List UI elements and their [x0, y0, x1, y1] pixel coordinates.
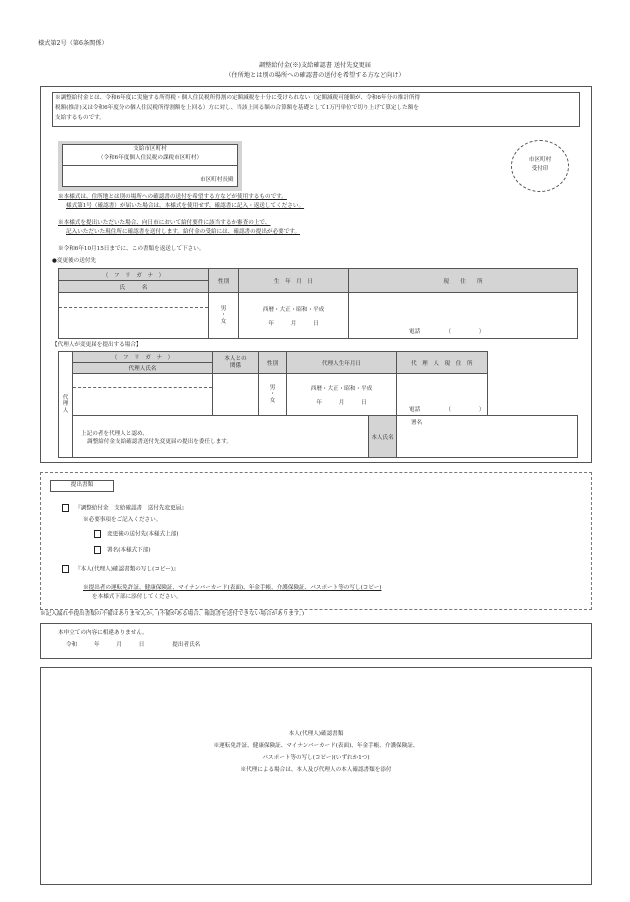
attach-line-1: 本人(代理人)確認書類: [288, 731, 344, 737]
agent-gender-header: 性別: [259, 352, 287, 374]
agent-birthdate-field[interactable]: [287, 374, 397, 416]
agent-birthdate-header: 代理人生年月日: [287, 352, 397, 374]
doc-item-2: [62, 565, 179, 574]
ymd-label: 年 月 日: [268, 320, 319, 327]
doc-sub-2-checkbox[interactable]: [94, 546, 101, 554]
doc-item-2-note-2: を本様式下部に添付してください。: [92, 594, 182, 600]
doc-item-2-label: 『本人(代理人)確認書類の写し(コピー)』: [75, 566, 179, 573]
section2-heading: 【代理人が変更届を提出する場合】: [52, 342, 142, 348]
agent-table: [58, 351, 578, 458]
agent-furigana-field[interactable]: [73, 374, 212, 388]
doc-item-1-sub-2: [94, 546, 151, 555]
addressee-line-1: 支給市区町村: [133, 146, 167, 152]
birthdate-field[interactable]: [239, 293, 349, 339]
agent-era-options: 西暦・大正・昭和・平成: [310, 385, 373, 392]
agent-address-header: 代 理 人 現 住 所: [397, 352, 487, 374]
gender-field[interactable]: 男 ・ 女: [209, 293, 239, 339]
agent-phone-label: 電話 （ ）: [409, 407, 485, 413]
note-1: ※本様式は、住所地とは別の場所への確認書の送付を希望する方などが使用するものです。: [58, 194, 287, 200]
birthdate-header: 生 年 月 日: [239, 269, 349, 293]
principal-name-header: 本人氏名: [369, 416, 397, 458]
documents-label: 提出書類: [70, 482, 94, 488]
doc-item-1-sub-1: [94, 530, 179, 539]
doc-sub-1-label: 変更後の送付先(本様式上部): [107, 531, 179, 538]
note-3: ※本様式を提出いただいた場合、向日市において給付要件に該当するか審査の上で、: [58, 220, 271, 226]
declaration-line-2[interactable]: 令和 年 月 日 提出者氏名: [66, 642, 201, 648]
doc-item-1-note: ※必要事項をご記入ください。: [83, 517, 162, 523]
attach-line-4: ※代理による場合は、本人及び代理人の本人確認書類を添付: [240, 767, 392, 773]
stamp-line-1: 市区町村: [528, 157, 552, 163]
note-5: ※令和6年10月15日までに、この書類を返送して下さい。: [58, 246, 205, 252]
declaration-line-1: 本申立ての内容に相違ありません。: [58, 630, 148, 636]
attach-line-2: ※運転免許証、健康保険証、マイナンバーカード(表面)、年金手帳、介護保険証、: [213, 743, 419, 749]
note-4: 記入いただいた現住所に確認書を送付します。給付金の受給には、確認書の提出が必要です。: [66, 229, 301, 235]
relation-field[interactable]: [213, 374, 259, 416]
attach-line-3: パスポート等の写し(コピー)(いずれか1つ): [262, 755, 370, 761]
id-attachment-area[interactable]: [40, 667, 592, 885]
agent-name-header: 代理人氏名: [73, 363, 213, 374]
doc-item-2-note-1-text: ※提出者の運転免許証、健康保険証、マイナンバーカード(表面)、年金手帳、介護保険証、パスポート等の写し(コピー): [83, 585, 382, 591]
addressee-divider: [62, 165, 238, 166]
name-header: 氏 名: [59, 281, 209, 293]
delegation-statement: [73, 416, 369, 458]
form-title: 調整給付金(※)支給確認書 送付先変更届: [259, 62, 371, 69]
agent-furigana-header: （ フ リ ガ ナ ）: [73, 352, 213, 363]
addressee-line-2: （令和6年度個人住民税の課税市区町村）: [97, 155, 203, 161]
address-header: 現 住 所: [349, 269, 578, 293]
intro-line-3: 支給するものです。: [55, 115, 105, 121]
doc-item-1-label: 『調整給付金 支給確認書 送付先変更届』: [75, 505, 187, 512]
principal-signature-field[interactable]: [397, 416, 578, 458]
era-options: 西暦・大正・昭和・平成: [262, 306, 325, 313]
completeness-note: ※記入漏れや提出書類の不備はありませんか。(不備がある場合、確認書を送付できない場合があります。): [40, 611, 305, 617]
stamp-line-2: 受付印: [531, 166, 549, 172]
agent-ymd-label: 年 月 日: [316, 399, 367, 406]
form-number: 様式第2号（第6条関係）: [38, 40, 108, 47]
note-2: 様式第1号（確認書）が届いた場合は、本様式を使用せず、確認書に記入・返送してください。: [66, 203, 305, 209]
intro-line-2: 税額(推計)又は令和6年度分の個人住民税所得割額を上回る）方に対し、当該上回る額の合算額を基礎として1万円単位で切り上げて算定した額を: [55, 105, 419, 111]
doc-item-2-checkbox[interactable]: [62, 565, 69, 573]
doc-item-1: [62, 504, 187, 513]
delegation-line-1: 上記の者を代理人と認め、: [81, 430, 148, 437]
agent-side-label: 代 理 人: [59, 352, 73, 458]
agent-name-field[interactable]: [73, 374, 213, 416]
signature-label: 署名: [411, 420, 423, 426]
relation-header: 本人との 関係: [213, 352, 259, 374]
doc-item-1-checkbox[interactable]: [62, 504, 69, 512]
name-field[interactable]: [59, 293, 209, 339]
agent-gender-field[interactable]: 男 ・ 女: [259, 374, 287, 416]
intro-line-1: ※調整給付金とは、令和6年度に実施する所得税・個人住民税所得割の定額減税を十分に受けられない（定額減税可能額が、令和6年分の推計所得: [55, 95, 421, 101]
form-subtitle: （住所地とは別の場所への確認書の送付を希望する方など向け）: [225, 72, 405, 79]
delegation-line-2: 調整給付金支給確認書送付先変更届の提出を委任します。: [87, 438, 232, 445]
addressee-line-3: 市区町村長殿: [200, 177, 234, 183]
doc-item-2-note-1: [83, 585, 382, 593]
furigana-header: （ フ リ ガ ナ ）: [59, 269, 209, 281]
doc-sub-2-label: 署名(本様式下部): [107, 547, 151, 554]
agent-address-field[interactable]: [397, 374, 487, 416]
phone-label: 電話 （ ）: [409, 329, 485, 335]
declaration-box: [40, 623, 592, 659]
section1-heading: ●変更後の送付先: [52, 258, 97, 264]
gender-header: 性別: [209, 269, 239, 293]
furigana-field[interactable]: [59, 293, 208, 308]
recipient-table: [58, 268, 578, 339]
doc-sub-1-checkbox[interactable]: [94, 530, 101, 538]
address-field[interactable]: [349, 293, 578, 339]
